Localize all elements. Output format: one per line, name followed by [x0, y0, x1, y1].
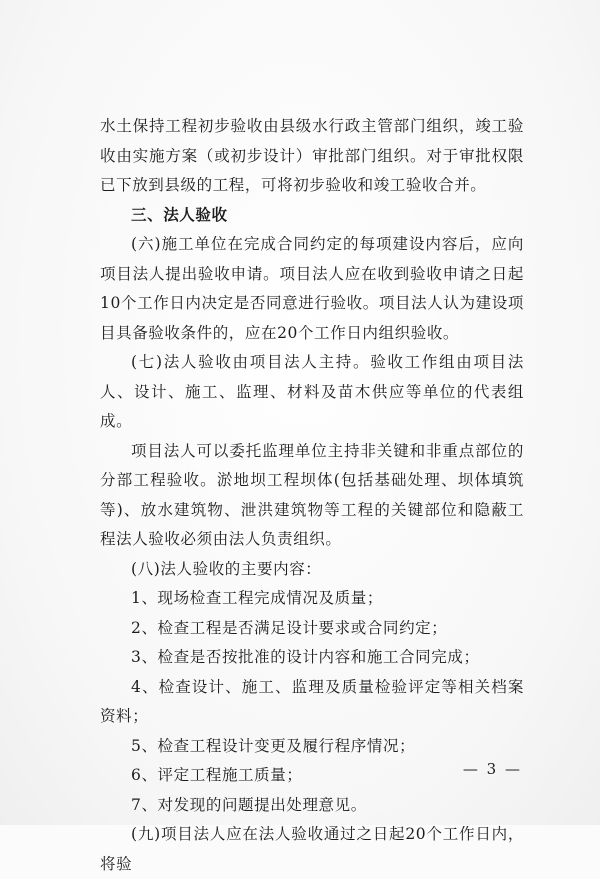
list-item-7: 7、对发现的问题提出处理意见。 [131, 795, 367, 814]
paragraph-delegation: 项目法人可以委托监理单位主持非关键和非重点部位的分部工程验收。淤地坝工程坝体(包括基础处理、坝体填筑等)、放水建筑物、泄洪建筑物等工程的关键部位和隐蔽工程法人验收必须由法人负责组织。 [100, 441, 524, 548]
paragraph-item-8: (八)法人验收的主要内容： [131, 559, 322, 578]
page-number-footer [0, 760, 600, 778]
page-number: — 3 — [462, 760, 522, 778]
paragraph-item-7: (七)法人验收由项目法人主持。验收工作组由项目法人、设计、施工、监理、材料及苗木供应等单位的代表组成。 [100, 353, 524, 430]
list-item-5: 5、检查工程设计变更及履行程序情况； [131, 736, 416, 755]
list-item-4: 4、检查设计、施工、监理及质量检验评定等相关档案资料； [100, 677, 524, 725]
list-item-1: 1、现场检查工程完成情况及质量； [131, 589, 383, 607]
list-item-3: 3、检查是否按批准的设计内容和施工合同完成； [131, 648, 480, 666]
list-item-2: 2、检查工程是否满足设计要求或合同约定； [131, 618, 448, 637]
paragraph-item-9: (九)项目法人应在法人验收通过之日起20个工作日内，将验 [100, 825, 524, 873]
paragraph-item-6: (六)施工单位在完成合同约定的每项建设内容后，应向项目法人提出验收申请。项目法人应在收到验收申请之日起10个工作日内决定是否同意进行验收。项目法人认为建设项目具备验收条件的，应在20个工作日内组织验收。 [100, 235, 524, 342]
section-heading-legal-person-acceptance: 三、法人验收 [131, 205, 228, 224]
paragraph-continuation: 水土保持工程初步验收由县级水行政主管部门组织，竣工验收由实施方案（或初步设计）审批部门组织。对于审批权限已下放到县级的工程，可将初步验收和竣工验收合并。 [100, 117, 524, 194]
list-item-6: 6、评定工程施工质量； [131, 766, 303, 784]
